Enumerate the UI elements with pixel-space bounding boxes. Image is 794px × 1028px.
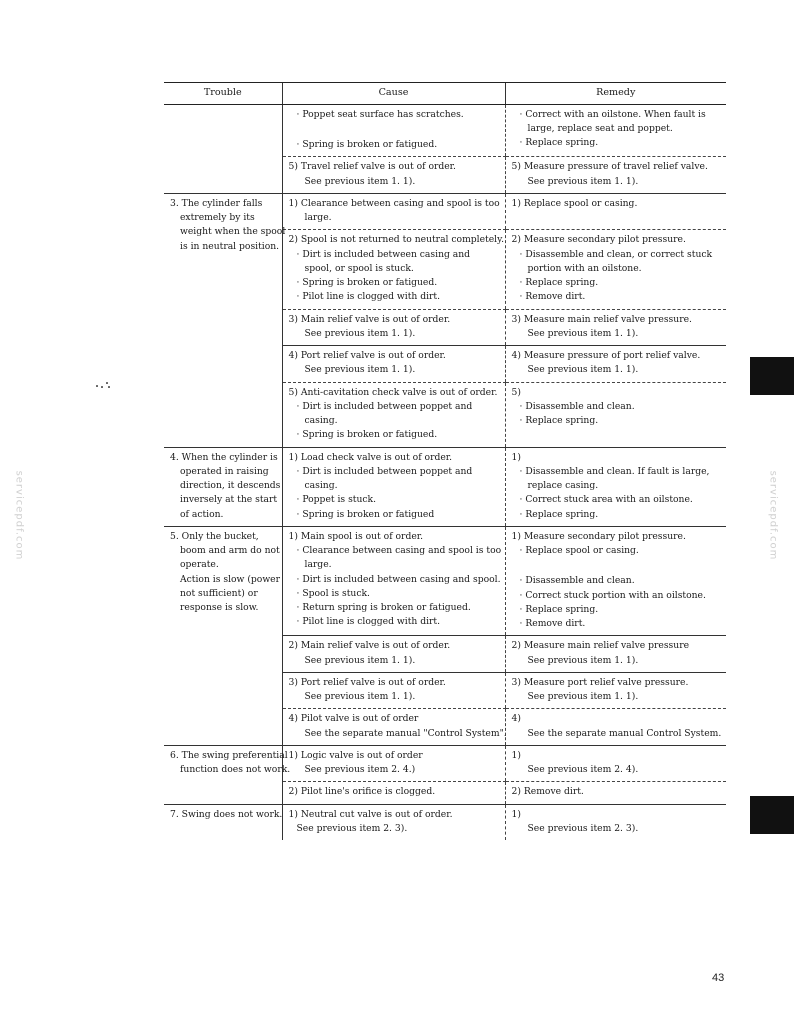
text-line: · Correct stuck area with an oilstone.: [519, 494, 693, 506]
text-line: See previous item 1. 1).: [304, 327, 416, 339]
text-line: See previous item 1. 1).: [304, 175, 416, 187]
text-line: not sufficient) or: [180, 587, 258, 599]
text-line: · Disassemble and clean.: [519, 575, 635, 587]
text-line: operated in raising: [180, 465, 269, 477]
table-row: [164, 447, 726, 526]
text-line: 5) Anti-cavitation check valve is out of order.: [288, 386, 498, 398]
text-line: large, replace seat and poppet.: [527, 123, 673, 135]
text-line: · Replace spring.: [519, 415, 599, 427]
text-line: 2) Main relief valve is out of order.: [288, 640, 451, 652]
text-line: 1): [511, 749, 521, 761]
remedy-cell: [505, 745, 726, 782]
remedy-cell: [505, 782, 726, 804]
text-line: 2) Measure secondary pilot pressure.: [511, 234, 686, 246]
remedy-cell: [505, 104, 726, 157]
text-line: 5): [511, 386, 521, 398]
text-line: inversely at the start: [180, 494, 278, 506]
text-line: See previous item 2. 3).: [296, 822, 408, 834]
cause-cell: [282, 782, 505, 804]
remedy-cell: [505, 447, 726, 526]
text-line: 1): [511, 451, 521, 463]
remedy-cell: [505, 382, 726, 447]
table-row: [164, 526, 726, 636]
text-line: See the separate manual "Control System".: [304, 727, 507, 739]
text-line: · Disassemble and clean. If fault is large,: [519, 465, 710, 477]
text-line: See previous item 2. 4).: [527, 764, 639, 776]
text-line: · Spool is stuck.: [296, 587, 370, 599]
text-line: replace casing.: [527, 480, 599, 492]
text-line: See previous item 2. 3).: [527, 822, 639, 834]
remedy-cell: [505, 346, 726, 383]
remedy-cell: [505, 672, 726, 709]
remedy-cell: [505, 230, 726, 309]
text-line: · Dirt is included between poppet and: [296, 465, 473, 477]
text-line: 4): [511, 713, 521, 725]
remedy-cell: [505, 636, 726, 673]
remedy-cell: [505, 157, 726, 194]
text-line: · Poppet seat surface has scratches.: [296, 108, 464, 120]
trouble-cell: [164, 104, 282, 193]
text-line: See previous item 2. 4.): [304, 764, 416, 776]
remedy-cell: [505, 804, 726, 840]
text-line: · Dirt is included between poppet and: [296, 400, 473, 412]
text-line: · Pilot line is clogged with dirt.: [296, 616, 441, 628]
text-line: · Replace spring.: [519, 508, 599, 520]
section-tab-marker: [750, 357, 794, 395]
header-trouble: Trouble: [164, 83, 282, 105]
line-spacer: [512, 566, 723, 574]
text-line: 2) Measure main relief valve pressure: [511, 640, 690, 652]
header-remedy: Remedy: [505, 83, 726, 105]
text-line: See previous item 1. 1).: [304, 364, 416, 376]
text-line: 1) Clearance between casing and spool is too: [288, 197, 500, 209]
text-line: 2) Spool is not returned to neutral completely.: [288, 234, 505, 246]
text-line: · Replace spring.: [519, 603, 599, 615]
text-line: 3. The cylinder falls: [170, 197, 263, 209]
text-line: casing.: [304, 480, 338, 492]
table-row: [164, 104, 726, 157]
text-line: See the separate manual Control System.: [527, 727, 722, 739]
cause-cell: [282, 346, 505, 383]
cause-cell: [282, 309, 505, 346]
text-line: See previous item 1. 1).: [304, 654, 416, 666]
cause-cell: [282, 382, 505, 447]
text-line: direction, it descends: [180, 480, 281, 492]
text-line: · Replace spring.: [519, 277, 599, 289]
text-line: 4) Measure pressure of port relief valve.: [511, 350, 701, 362]
text-line: · Replace spool or casing.: [519, 545, 639, 557]
text-line: · Poppet is stuck.: [296, 494, 377, 506]
table-row: [164, 193, 726, 230]
text-line: See previous item 1. 1).: [527, 364, 639, 376]
cause-cell: [282, 447, 505, 526]
text-line: 5) Travel relief valve is out of order.: [288, 161, 456, 173]
text-line: 1) Replace spool or casing.: [511, 197, 638, 209]
text-line: 3) Main relief valve is out of order.: [288, 313, 451, 325]
text-line: 1) Measure secondary pilot pressure.: [511, 530, 686, 542]
text-line: · Correct stuck portion with an oilstone.: [519, 589, 706, 601]
remedy-cell: [505, 309, 726, 346]
text-line: 2) Remove dirt.: [511, 786, 584, 798]
trouble-cell: [164, 804, 282, 840]
text-line: 2) Pilot line's orifice is clogged.: [288, 786, 436, 798]
cause-cell: [282, 709, 505, 746]
trouble-cell: [164, 526, 282, 745]
watermark-left: servicepdf.com: [13, 470, 25, 561]
troubleshooting-table: [164, 82, 726, 840]
cause-cell: [282, 104, 505, 157]
text-line: 5. Only the bucket,: [170, 530, 259, 542]
text-line: 7. Swing does not work.: [170, 808, 283, 820]
cause-cell: [282, 157, 505, 194]
text-line: response is slow.: [180, 602, 259, 614]
text-line: · Replace spring.: [519, 137, 599, 149]
text-line: portion with an oilstone.: [527, 262, 642, 274]
watermark-right: servicepdf.com: [767, 470, 779, 561]
line-spacer: [289, 130, 501, 138]
text-line: boom and arm do not: [180, 545, 280, 557]
text-line: Action is slow (power: [180, 573, 281, 585]
text-line: large.: [304, 559, 332, 571]
text-line: · Dirt is included between casing and spool.: [296, 573, 501, 585]
table-header-row: [164, 83, 726, 105]
cause-cell: [282, 526, 505, 636]
cause-cell: [282, 745, 505, 782]
text-line: 1) Neutral cut valve is out of order.: [288, 808, 453, 820]
text-line: function does not work.: [180, 764, 291, 776]
text-line: · Clearance between casing and spool is too: [296, 545, 502, 557]
text-line: · Return spring is broken or fatigued.: [296, 602, 471, 614]
cause-cell: [282, 636, 505, 673]
trouble-cell: [164, 447, 282, 526]
text-line: 1) Load check valve is out of order.: [288, 451, 453, 463]
text-line: See previous item 1. 1).: [527, 175, 639, 187]
line-spacer: [289, 122, 501, 130]
text-line: See previous item 1. 1).: [527, 327, 639, 339]
text-line: operate.: [180, 559, 219, 571]
text-line: · Pilot line is clogged with dirt.: [296, 291, 441, 303]
line-spacer: [512, 558, 723, 566]
header-cause: Cause: [282, 83, 505, 105]
table-row: [164, 745, 726, 782]
text-line: See previous item 1. 1).: [527, 654, 639, 666]
text-line: spool, or spool is stuck.: [304, 262, 414, 274]
remedy-cell: [505, 526, 726, 636]
text-line: 4) Pilot valve is out of order: [288, 713, 419, 725]
cause-cell: [282, 193, 505, 230]
text-line: casing.: [304, 415, 338, 427]
cause-cell: [282, 672, 505, 709]
text-line: See previous item 1. 1).: [527, 691, 639, 703]
text-line: · Dirt is included between casing and: [296, 248, 471, 260]
text-line: extremely by its: [180, 212, 255, 224]
text-line: · Disassemble and clean, or correct stuck: [519, 248, 713, 260]
section-tab-marker: [750, 796, 794, 834]
page-number: 43: [712, 972, 725, 984]
text-line: · Spring is broken or fatigued.: [296, 277, 438, 289]
text-line: 3) Measure port relief valve pressure.: [511, 676, 689, 688]
text-line: · Disassemble and clean.: [519, 400, 635, 412]
cause-cell: [282, 230, 505, 309]
remedy-cell: [505, 193, 726, 230]
text-line: 1) Main spool is out of order.: [288, 530, 424, 542]
text-line: · Remove dirt.: [519, 291, 586, 303]
text-line: 5) Measure pressure of travel relief valve.: [511, 161, 708, 173]
text-line: 4. When the cylinder is: [170, 451, 278, 463]
text-line: weight when the spool: [180, 226, 286, 238]
text-line: · Remove dirt.: [519, 618, 586, 630]
text-line: · Spring is broken or fatigued: [296, 508, 435, 520]
text-line: 4) Port relief valve is out of order.: [288, 350, 446, 362]
trouble-cell: [164, 745, 291, 804]
text-line: · Spring is broken or fatigued.: [296, 139, 438, 151]
trouble-cell: [164, 193, 286, 447]
text-line: 6. The swing preferential: [170, 749, 288, 761]
text-line: See previous item 1. 1).: [304, 691, 416, 703]
text-line: 1): [511, 808, 521, 820]
cause-cell: [282, 804, 505, 840]
table-row: [164, 804, 726, 840]
text-line: 1) Logic valve is out of order: [288, 749, 423, 761]
text-line: large.: [304, 212, 332, 224]
text-line: · Spring is broken or fatigued.: [296, 429, 438, 441]
text-line: is in neutral position.: [180, 240, 280, 252]
text-line: of action.: [180, 508, 224, 520]
scan-speck: [96, 382, 110, 388]
remedy-cell: [505, 709, 726, 746]
text-line: 3) Port relief valve is out of order.: [288, 676, 446, 688]
text-line: · Correct with an oilstone. When fault is: [519, 108, 706, 120]
text-line: 3) Measure main relief valve pressure.: [511, 313, 692, 325]
